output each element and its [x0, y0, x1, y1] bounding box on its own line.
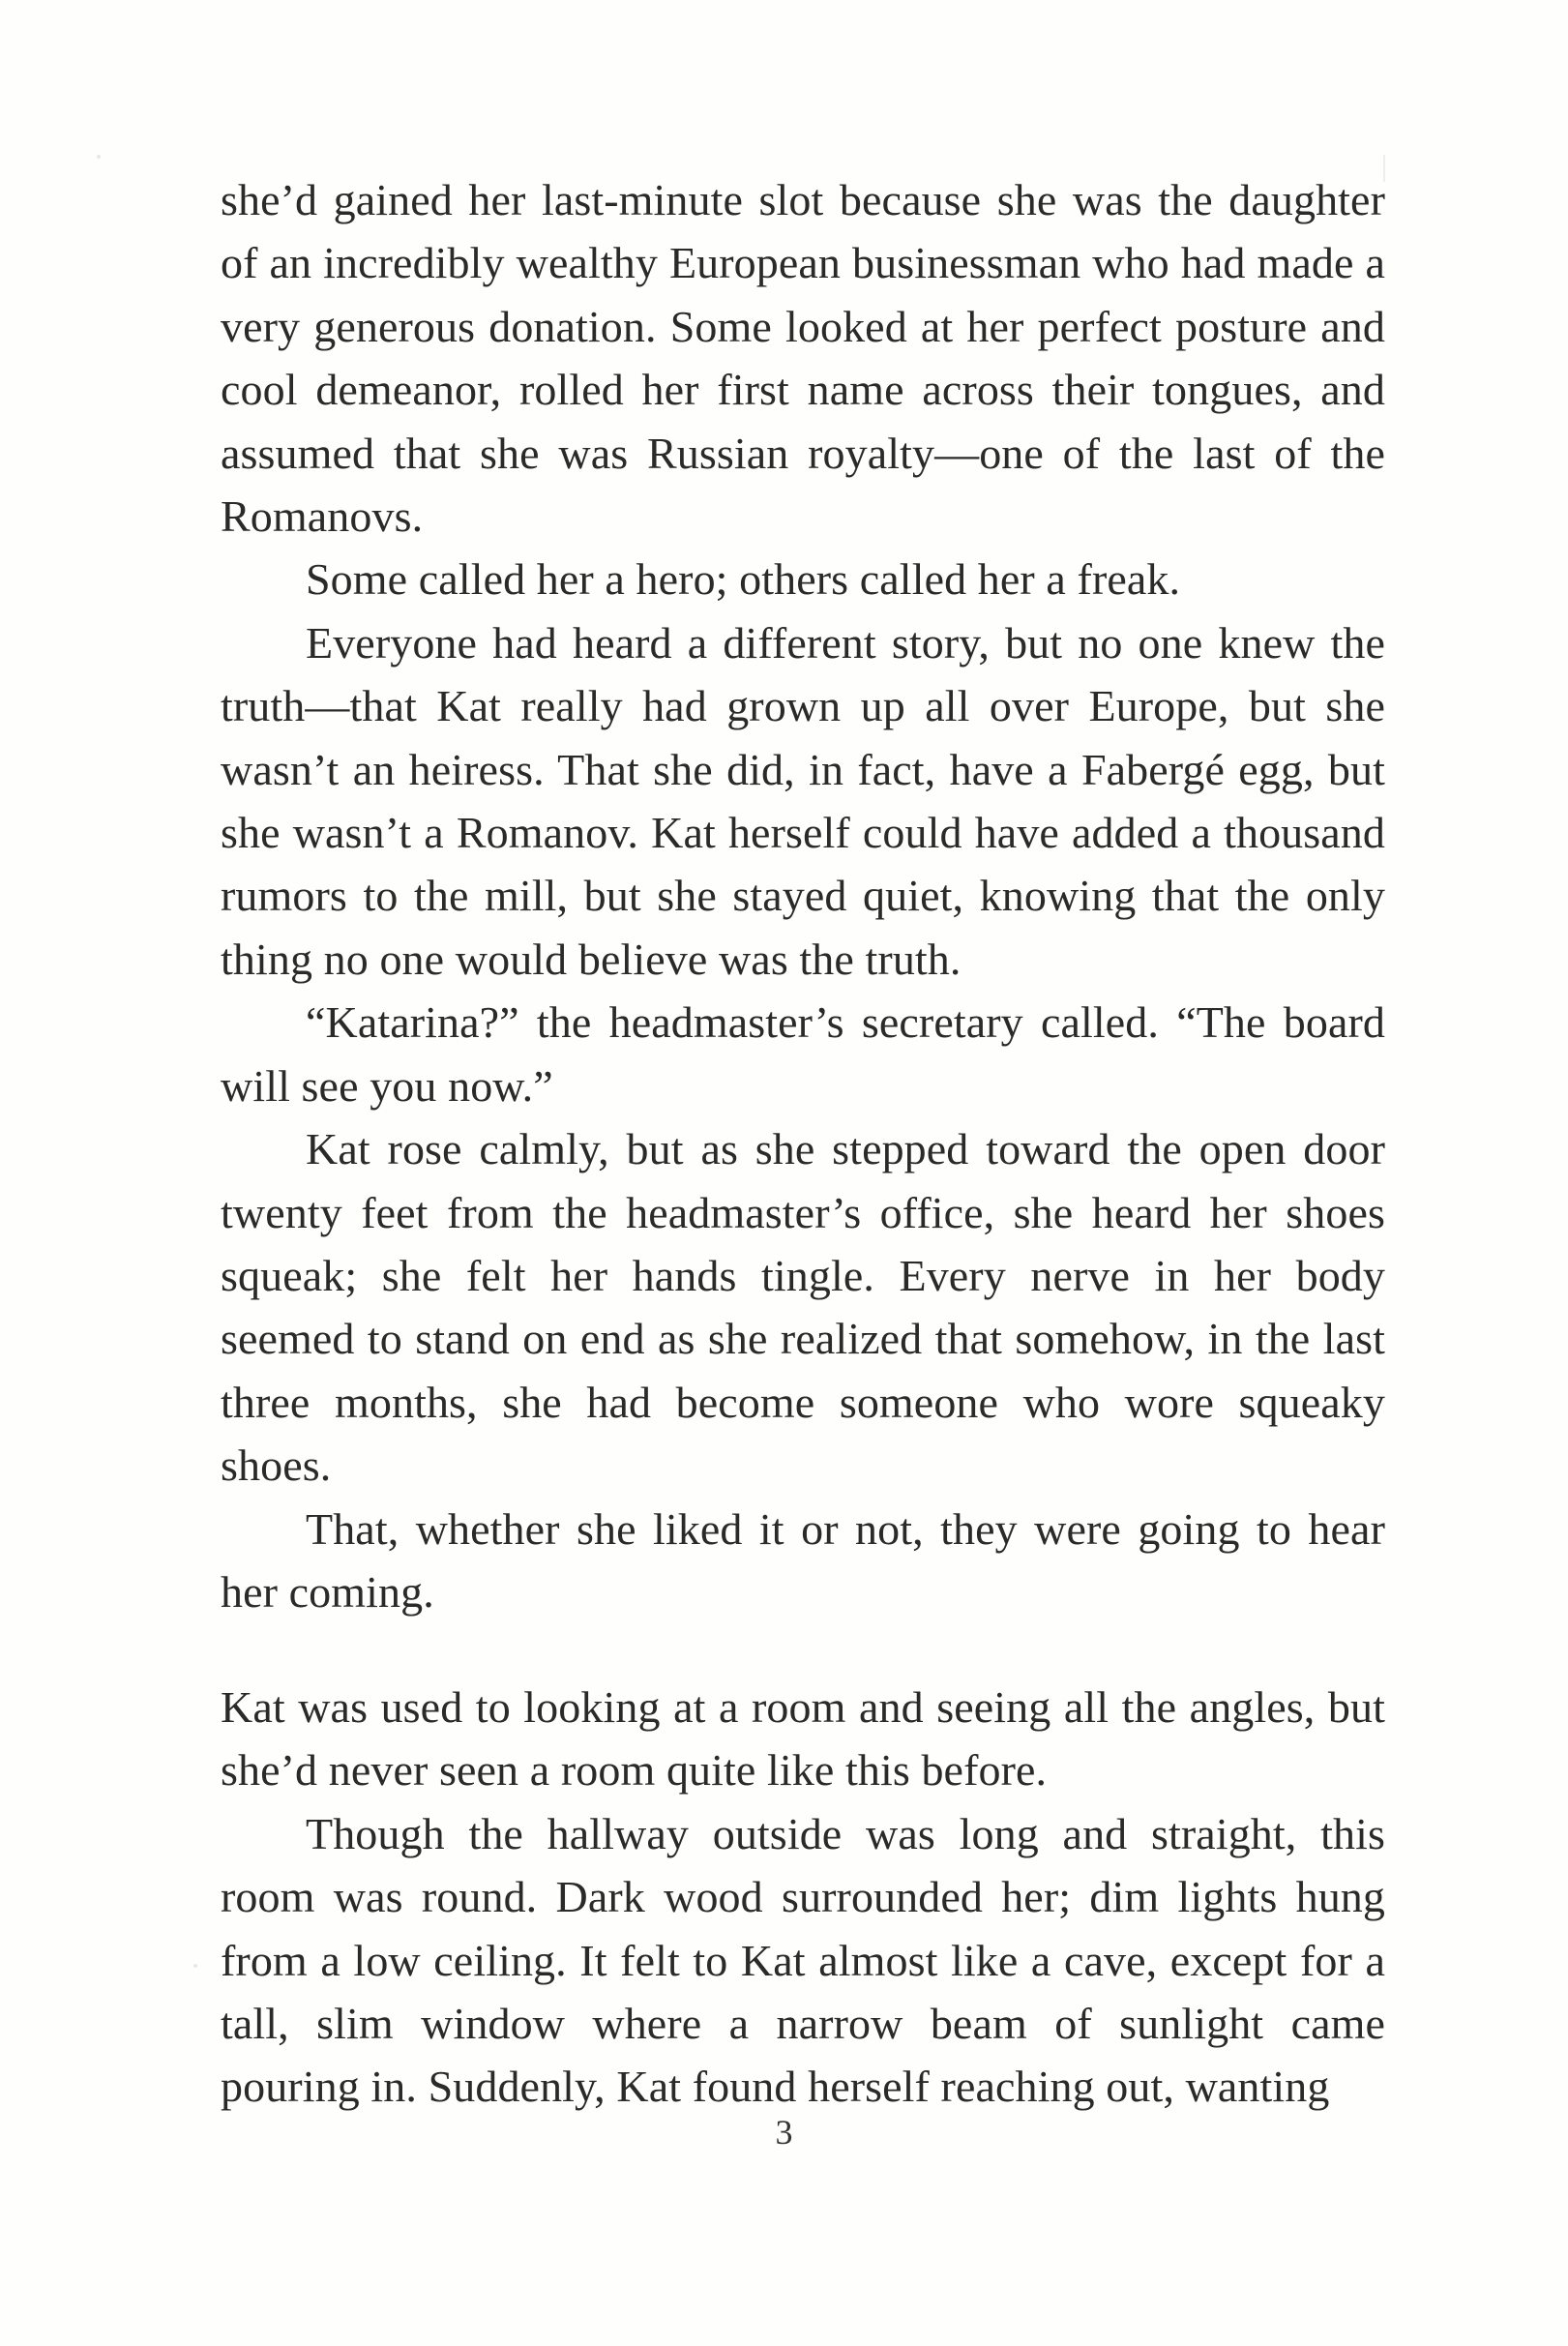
paragraph: Kat rose calmly, but as she stepped toward the open door twenty feet from the headmaster’s office, she heard her shoes squeak; she felt her hands tingle. Every nerve in her body seemed to stand on end as she realized that somehow, in the last three months, she had become someone who wore squeaky shoes.	[221, 1124, 1385, 1491]
text-section-1	[221, 168, 1385, 1623]
paragraph: Some called her a hero; others called her a freak.	[306, 554, 1181, 605]
paragraph-continued: she’d gained her last-minute slot because she was the daughter of an incredibly wealthy European businessman who had made a very generous donation. Some looked at her perfect posture and cool demeanor, rolled her first name across their tongues, and assumed that she was Russian royalty—one of the last of the Romanovs.	[221, 175, 1385, 542]
paragraph: Though the hallway outside was long and straight, this room was round. Dark wood surrounded her; dim lights hung from a low ceiling. It felt to Kat almost like a cave, except for a tall, slim window where a narrow beam of sunlight came pouring in. Suddenly, Kat found herself reaching out, wanting	[221, 1808, 1385, 2112]
paragraph-section-start: Kat was used to looking at a room and seeing all the angles, but she’d never seen a room quite like this before.	[221, 1682, 1385, 1796]
paragraph: “Katarina?” the headmaster’s secretary called. “The board will see you now.”	[221, 997, 1385, 1111]
scan-speck	[193, 1964, 197, 1968]
scan-speck	[97, 155, 101, 159]
page-number: 3	[775, 2113, 793, 2152]
text-section-2	[221, 1676, 1385, 2119]
paragraph: Everyone had heard a different story, but no one knew the truth—that Kat really had grown up all over Europe, but she wasn’t an heiress. That she did, in fact, have a Fabergé egg, but she wasn’t a Romanov. Kat herself could have added a thousand rumors to the mill, but she stayed quiet, knowing that the only thing no one would believe was the truth.	[221, 617, 1385, 984]
paragraph: That, whether she liked it or not, they were going to hear her coming.	[221, 1503, 1385, 1617]
